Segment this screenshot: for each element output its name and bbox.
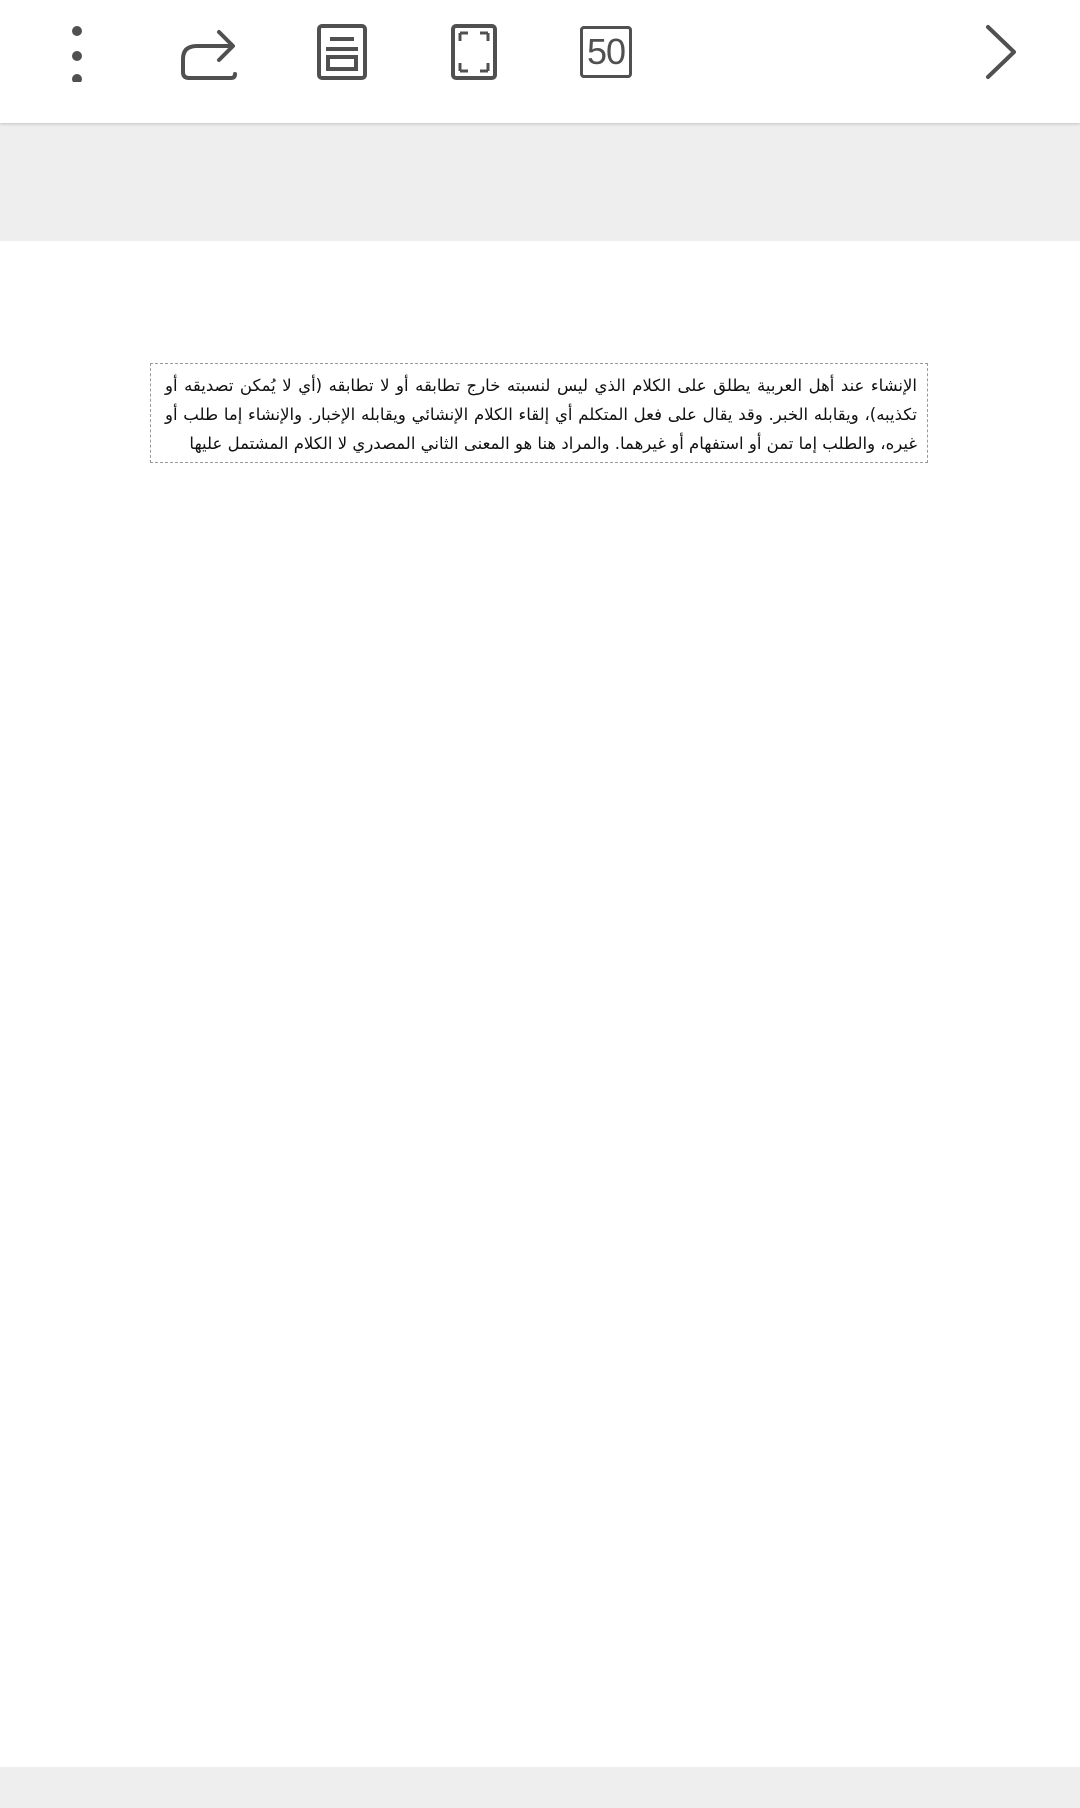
fullscreen-button[interactable] [439, 17, 509, 87]
more-vertical-icon [67, 22, 87, 82]
page-number-label: 50 [580, 26, 632, 78]
page-gap-bottom [0, 1767, 1080, 1808]
document-page [0, 241, 1080, 1767]
document-paragraph: الإنشاء عند أهل العربية يطلق على الكلام الذي ليس لنسبته خارج تطابقه أو لا تطابقه (أي لا يُمكن تصديقه أو تكذيبه)، ويقابله الخبر. وقد يقال على فعل المتكلم أي إلقاء الكلام الإنشائي ويقابله الإخبار. والإنشاء إما طلب أو غيره، والطلب إما تمن أو استفهام أو غيرهما. والمراد هنا هو المعنى الثاني المصدري لا الكلام المشتمل عليها [165, 376, 917, 453]
fullscreen-icon [450, 23, 498, 81]
next-page-button[interactable] [966, 17, 1036, 87]
page-number-button[interactable] [571, 17, 641, 87]
chevron-right-icon [984, 24, 1018, 80]
top-toolbar [0, 0, 1080, 123]
share-icon [179, 22, 241, 82]
page-gap-top [0, 123, 1080, 241]
text-block-frame[interactable] [150, 363, 928, 463]
page-layout-icon [316, 23, 368, 81]
share-button[interactable] [175, 17, 245, 87]
more-options-button[interactable] [42, 17, 112, 87]
page-layout-button[interactable] [307, 17, 377, 87]
